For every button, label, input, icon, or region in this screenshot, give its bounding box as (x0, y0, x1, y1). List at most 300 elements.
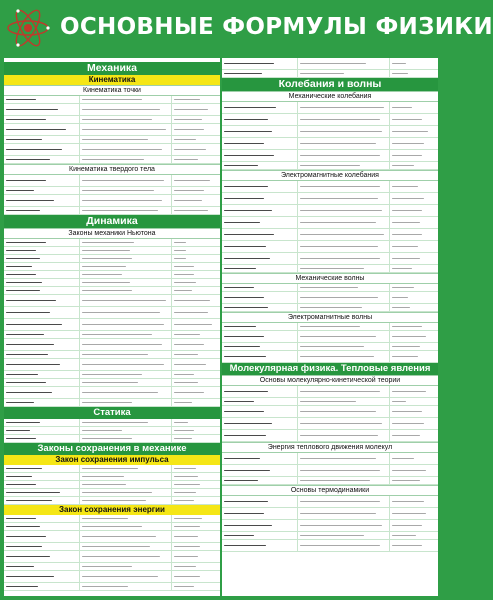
page-title: ОСНОВНЫЕ ФОРМУЛЫ ФИЗИКИ (60, 14, 493, 40)
text-line-placeholder (174, 119, 202, 120)
formula-cell (4, 307, 80, 318)
formula-cell (4, 481, 80, 488)
text-line-placeholder (82, 422, 148, 423)
text-line-placeholder (82, 258, 132, 259)
section-statics: Статика (4, 407, 220, 419)
text-line-placeholder (82, 468, 138, 469)
text-line-placeholder (174, 274, 194, 275)
text-line-placeholder (82, 300, 166, 301)
description-cell (80, 531, 172, 542)
unit-cell (172, 531, 220, 542)
formula-row (4, 531, 220, 543)
text-line-placeholder (300, 258, 380, 259)
text-line-placeholder (82, 476, 124, 477)
text-line-placeholder (6, 430, 30, 431)
description-cell (298, 58, 390, 69)
description-cell (80, 247, 172, 254)
formula-cell (222, 229, 298, 240)
subsection-kinematics: Кинематика (4, 75, 220, 85)
text-line-placeholder (82, 149, 162, 150)
text-line-placeholder (392, 307, 410, 308)
text-line-placeholder (82, 119, 152, 120)
formula-cell (222, 496, 298, 507)
description-cell (298, 70, 390, 77)
text-line-placeholder (6, 484, 36, 485)
text-line-placeholder (174, 430, 194, 431)
text-line-placeholder (6, 119, 46, 120)
formula-row (4, 435, 220, 443)
description-cell (80, 489, 172, 496)
text-line-placeholder (82, 374, 142, 375)
text-line-placeholder (300, 165, 360, 166)
description-cell (80, 319, 172, 330)
description-cell (80, 271, 172, 278)
description-cell (298, 241, 390, 252)
unit-cell (390, 465, 438, 476)
text-line-placeholder (82, 139, 148, 140)
text-line-placeholder (392, 525, 422, 526)
unit-cell (172, 571, 220, 582)
text-line-placeholder (6, 300, 56, 301)
formula-cell (4, 351, 80, 358)
text-line-placeholder (300, 186, 380, 187)
formula-cell (4, 419, 80, 426)
unit-cell (390, 253, 438, 264)
text-line-placeholder (6, 334, 44, 335)
formula-cell (4, 156, 80, 163)
formula-cell (222, 406, 298, 417)
unit-cell (172, 247, 220, 254)
text-line-placeholder (174, 546, 200, 547)
unit-cell (172, 387, 220, 398)
text-line-placeholder (392, 234, 422, 235)
description-cell (80, 156, 172, 163)
text-line-placeholder (82, 576, 158, 577)
text-line-placeholder (174, 492, 196, 493)
formula-row (222, 496, 438, 508)
text-line-placeholder (300, 287, 358, 288)
formula-row (222, 532, 438, 540)
formula-row (222, 181, 438, 193)
formula-row (222, 453, 438, 465)
formula-cell (4, 473, 80, 480)
formula-cell (222, 418, 298, 429)
text-line-placeholder (82, 402, 132, 403)
description-cell (298, 253, 390, 264)
formula-cell (4, 571, 80, 582)
text-line-placeholder (82, 536, 156, 537)
text-line-placeholder (224, 155, 274, 156)
text-line-placeholder (224, 501, 268, 502)
formula-cell (222, 398, 298, 405)
formula-row (4, 379, 220, 387)
text-line-placeholder (392, 297, 408, 298)
unit-cell (390, 418, 438, 429)
formula-row (4, 195, 220, 207)
formula-row (222, 114, 438, 126)
formula-cell (222, 430, 298, 441)
text-line-placeholder (224, 480, 258, 481)
text-line-placeholder (392, 435, 420, 436)
formula-cell (4, 359, 80, 370)
description-cell (298, 323, 390, 330)
text-line-placeholder (392, 143, 424, 144)
unit-cell (390, 126, 438, 137)
text-line-placeholder (174, 149, 206, 150)
text-line-placeholder (392, 198, 424, 199)
description-cell (80, 473, 172, 480)
formula-row (4, 319, 220, 331)
subsection-thermal-motion-energy: Энергия теплового движения молекул (222, 442, 438, 453)
formula-row (222, 331, 438, 343)
formula-cell (222, 193, 298, 204)
formula-cell (4, 583, 80, 590)
text-line-placeholder (224, 423, 272, 424)
formula-cell (4, 279, 80, 286)
description-cell (80, 359, 172, 370)
description-cell (80, 351, 172, 358)
formula-cell (222, 453, 298, 464)
formula-cell (4, 287, 80, 294)
description-cell (80, 583, 172, 590)
text-line-placeholder (82, 190, 154, 191)
formula-cell (4, 295, 80, 306)
unit-cell (172, 239, 220, 246)
text-line-placeholder (224, 143, 264, 144)
formula-cell (222, 343, 298, 350)
formula-cell (222, 138, 298, 149)
text-line-placeholder (392, 356, 418, 357)
text-line-placeholder (82, 526, 142, 527)
formula-row (222, 465, 438, 477)
unit-cell (172, 435, 220, 442)
unit-cell (390, 181, 438, 192)
text-line-placeholder (6, 576, 54, 577)
unit-cell (172, 96, 220, 103)
formula-cell (222, 508, 298, 519)
description-cell (298, 126, 390, 137)
unit-cell (172, 481, 220, 488)
subsection-em-waves: Электромагнитные волны (222, 312, 438, 323)
text-line-placeholder (82, 354, 148, 355)
subsection-em-oscillations: Электромагнитные колебания (222, 170, 438, 181)
text-line-placeholder (82, 242, 134, 243)
formula-row (222, 430, 438, 442)
text-line-placeholder (6, 382, 46, 383)
formula-row (4, 419, 220, 427)
formula-cell (222, 477, 298, 484)
description-cell (80, 295, 172, 306)
text-line-placeholder (300, 210, 382, 211)
text-line-placeholder (174, 258, 186, 259)
formula-row (4, 255, 220, 263)
unit-cell (172, 563, 220, 570)
formula-cell (222, 102, 298, 113)
formula-row (4, 175, 220, 187)
text-line-placeholder (174, 586, 194, 587)
formula-row (4, 144, 220, 156)
text-line-placeholder (224, 107, 276, 108)
unit-cell (172, 187, 220, 194)
formula-cell (4, 435, 80, 442)
text-line-placeholder (300, 401, 356, 402)
unit-cell (390, 70, 438, 77)
unit-cell (172, 497, 220, 504)
text-line-placeholder (392, 545, 422, 546)
formula-row (222, 540, 438, 552)
description-cell (298, 162, 390, 169)
text-line-placeholder (174, 374, 194, 375)
description-cell (80, 331, 172, 338)
text-line-placeholder (6, 468, 42, 469)
formula-row (222, 343, 438, 351)
unit-cell (390, 217, 438, 228)
unit-cell (172, 255, 220, 262)
formula-row (222, 292, 438, 304)
formula-cell (4, 515, 80, 522)
text-line-placeholder (6, 290, 40, 291)
description-cell (298, 265, 390, 272)
text-line-placeholder (224, 336, 264, 337)
text-line-placeholder (82, 274, 122, 275)
formula-cell (4, 543, 80, 550)
text-line-placeholder (300, 131, 382, 132)
unit-cell (390, 520, 438, 531)
description-cell (80, 523, 172, 530)
formula-row (4, 543, 220, 551)
formula-cell (4, 144, 80, 155)
formula-cell (4, 239, 80, 246)
text-line-placeholder (300, 307, 362, 308)
formula-cell (4, 195, 80, 206)
text-line-placeholder (392, 480, 420, 481)
unit-cell (390, 406, 438, 417)
formula-row (222, 58, 438, 70)
formula-cell (4, 247, 80, 254)
formula-row (222, 241, 438, 253)
text-line-placeholder (224, 435, 266, 436)
subsection-rigid-kinematics: Кинематика твердого тела (4, 164, 220, 175)
text-line-placeholder (82, 324, 164, 325)
text-line-placeholder (392, 268, 412, 269)
formula-row (4, 116, 220, 124)
text-line-placeholder (82, 266, 126, 267)
text-line-placeholder (224, 268, 256, 269)
unit-cell (172, 359, 220, 370)
description-cell (298, 284, 390, 291)
description-cell (80, 287, 172, 294)
subsection-momentum-law: Закон сохранения импульса (4, 455, 220, 465)
subsection-newton-laws: Законы механики Ньютона (4, 228, 220, 239)
text-line-placeholder (224, 186, 268, 187)
text-line-placeholder (300, 356, 374, 357)
description-cell (298, 343, 390, 350)
text-line-placeholder (300, 297, 378, 298)
description-cell (80, 563, 172, 570)
text-line-placeholder (300, 391, 380, 392)
formula-cell (4, 497, 80, 504)
unit-cell (172, 319, 220, 330)
text-line-placeholder (392, 73, 408, 74)
unit-cell (390, 477, 438, 484)
formula-cell (4, 263, 80, 270)
description-cell (298, 138, 390, 149)
text-line-placeholder (82, 518, 128, 519)
description-cell (80, 207, 172, 214)
formula-cell (4, 187, 80, 194)
text-line-placeholder (174, 476, 198, 477)
formula-cell (222, 126, 298, 137)
formula-cell (4, 339, 80, 350)
text-line-placeholder (82, 438, 132, 439)
text-line-placeholder (224, 246, 266, 247)
formula-row (4, 359, 220, 371)
formula-row (4, 427, 220, 435)
text-line-placeholder (392, 470, 426, 471)
formula-row (222, 477, 438, 485)
formula-row (4, 104, 220, 116)
description-cell (80, 379, 172, 386)
text-line-placeholder (300, 143, 376, 144)
formula-cell (4, 116, 80, 123)
description-cell (298, 540, 390, 551)
unit-cell (172, 515, 220, 522)
text-line-placeholder (174, 382, 198, 383)
description-cell (298, 114, 390, 125)
text-line-placeholder (300, 326, 360, 327)
text-line-placeholder (6, 438, 36, 439)
unit-cell (172, 207, 220, 214)
formula-row (4, 263, 220, 271)
text-line-placeholder (174, 159, 198, 160)
description-cell (298, 193, 390, 204)
text-line-placeholder (82, 282, 130, 283)
formula-row (4, 571, 220, 583)
formula-cell (222, 70, 298, 77)
text-line-placeholder (300, 470, 380, 471)
text-line-placeholder (224, 411, 264, 412)
formula-cell (222, 323, 298, 330)
unit-cell (172, 371, 220, 378)
unit-cell (172, 379, 220, 386)
text-line-placeholder (392, 287, 414, 288)
text-line-placeholder (6, 180, 46, 181)
text-line-placeholder (300, 423, 382, 424)
description-cell (80, 104, 172, 115)
text-line-placeholder (6, 149, 62, 150)
unit-cell (172, 399, 220, 406)
description-cell (80, 136, 172, 143)
text-line-placeholder (82, 290, 132, 291)
formula-row (222, 126, 438, 138)
text-line-placeholder (174, 190, 204, 191)
description-cell (298, 217, 390, 228)
text-line-placeholder (174, 484, 200, 485)
formula-cell (222, 253, 298, 264)
description-cell (298, 430, 390, 441)
text-line-placeholder (6, 374, 38, 375)
description-cell (80, 96, 172, 103)
text-line-placeholder (174, 210, 208, 211)
unit-cell (390, 138, 438, 149)
unit-cell (390, 102, 438, 113)
text-line-placeholder (392, 155, 422, 156)
text-line-placeholder (82, 484, 126, 485)
unit-cell (390, 351, 438, 362)
formula-row (4, 489, 220, 497)
unit-cell (390, 292, 438, 303)
text-line-placeholder (174, 566, 196, 567)
text-line-placeholder (224, 258, 270, 259)
formula-row (4, 124, 220, 136)
formula-row (222, 323, 438, 331)
description-cell (80, 481, 172, 488)
formula-cell (4, 551, 80, 562)
formula-cell (222, 181, 298, 192)
unit-cell (390, 193, 438, 204)
subsection-point-kinematics: Кинематика точки (4, 85, 220, 96)
description-cell (298, 496, 390, 507)
description-cell (298, 406, 390, 417)
unit-cell (172, 543, 220, 550)
text-line-placeholder (6, 109, 58, 110)
description-cell (298, 102, 390, 113)
formula-cell (4, 399, 80, 406)
formula-cell (4, 255, 80, 262)
text-line-placeholder (6, 129, 66, 130)
text-line-placeholder (6, 518, 36, 519)
text-line-placeholder (6, 536, 46, 537)
unit-cell (172, 104, 220, 115)
description-cell (80, 187, 172, 194)
text-line-placeholder (174, 334, 200, 335)
formula-row (4, 371, 220, 379)
text-line-placeholder (392, 513, 426, 514)
unit-cell (172, 351, 220, 358)
text-line-placeholder (224, 63, 274, 64)
text-line-placeholder (82, 200, 162, 201)
unit-cell (172, 583, 220, 590)
text-line-placeholder (174, 392, 204, 393)
formula-cell (4, 319, 80, 330)
text-line-placeholder (174, 109, 208, 110)
text-line-placeholder (174, 576, 200, 577)
text-line-placeholder (300, 198, 378, 199)
unit-cell (172, 156, 220, 163)
text-line-placeholder (174, 556, 198, 557)
description-cell (298, 453, 390, 464)
text-line-placeholder (82, 159, 144, 160)
text-line-placeholder (6, 392, 52, 393)
formula-row (4, 187, 220, 195)
description-cell (298, 508, 390, 519)
text-line-placeholder (224, 525, 272, 526)
text-line-placeholder (224, 458, 260, 459)
unit-cell (390, 508, 438, 519)
formula-row (222, 386, 438, 398)
description-cell (80, 279, 172, 286)
text-line-placeholder (224, 73, 262, 74)
formula-cell (222, 205, 298, 216)
unit-cell (172, 465, 220, 472)
text-line-placeholder (82, 210, 158, 211)
text-line-placeholder (6, 354, 48, 355)
description-cell (80, 144, 172, 155)
text-line-placeholder (6, 190, 34, 191)
text-line-placeholder (6, 282, 42, 283)
unit-cell (172, 295, 220, 306)
text-line-placeholder (6, 210, 40, 211)
